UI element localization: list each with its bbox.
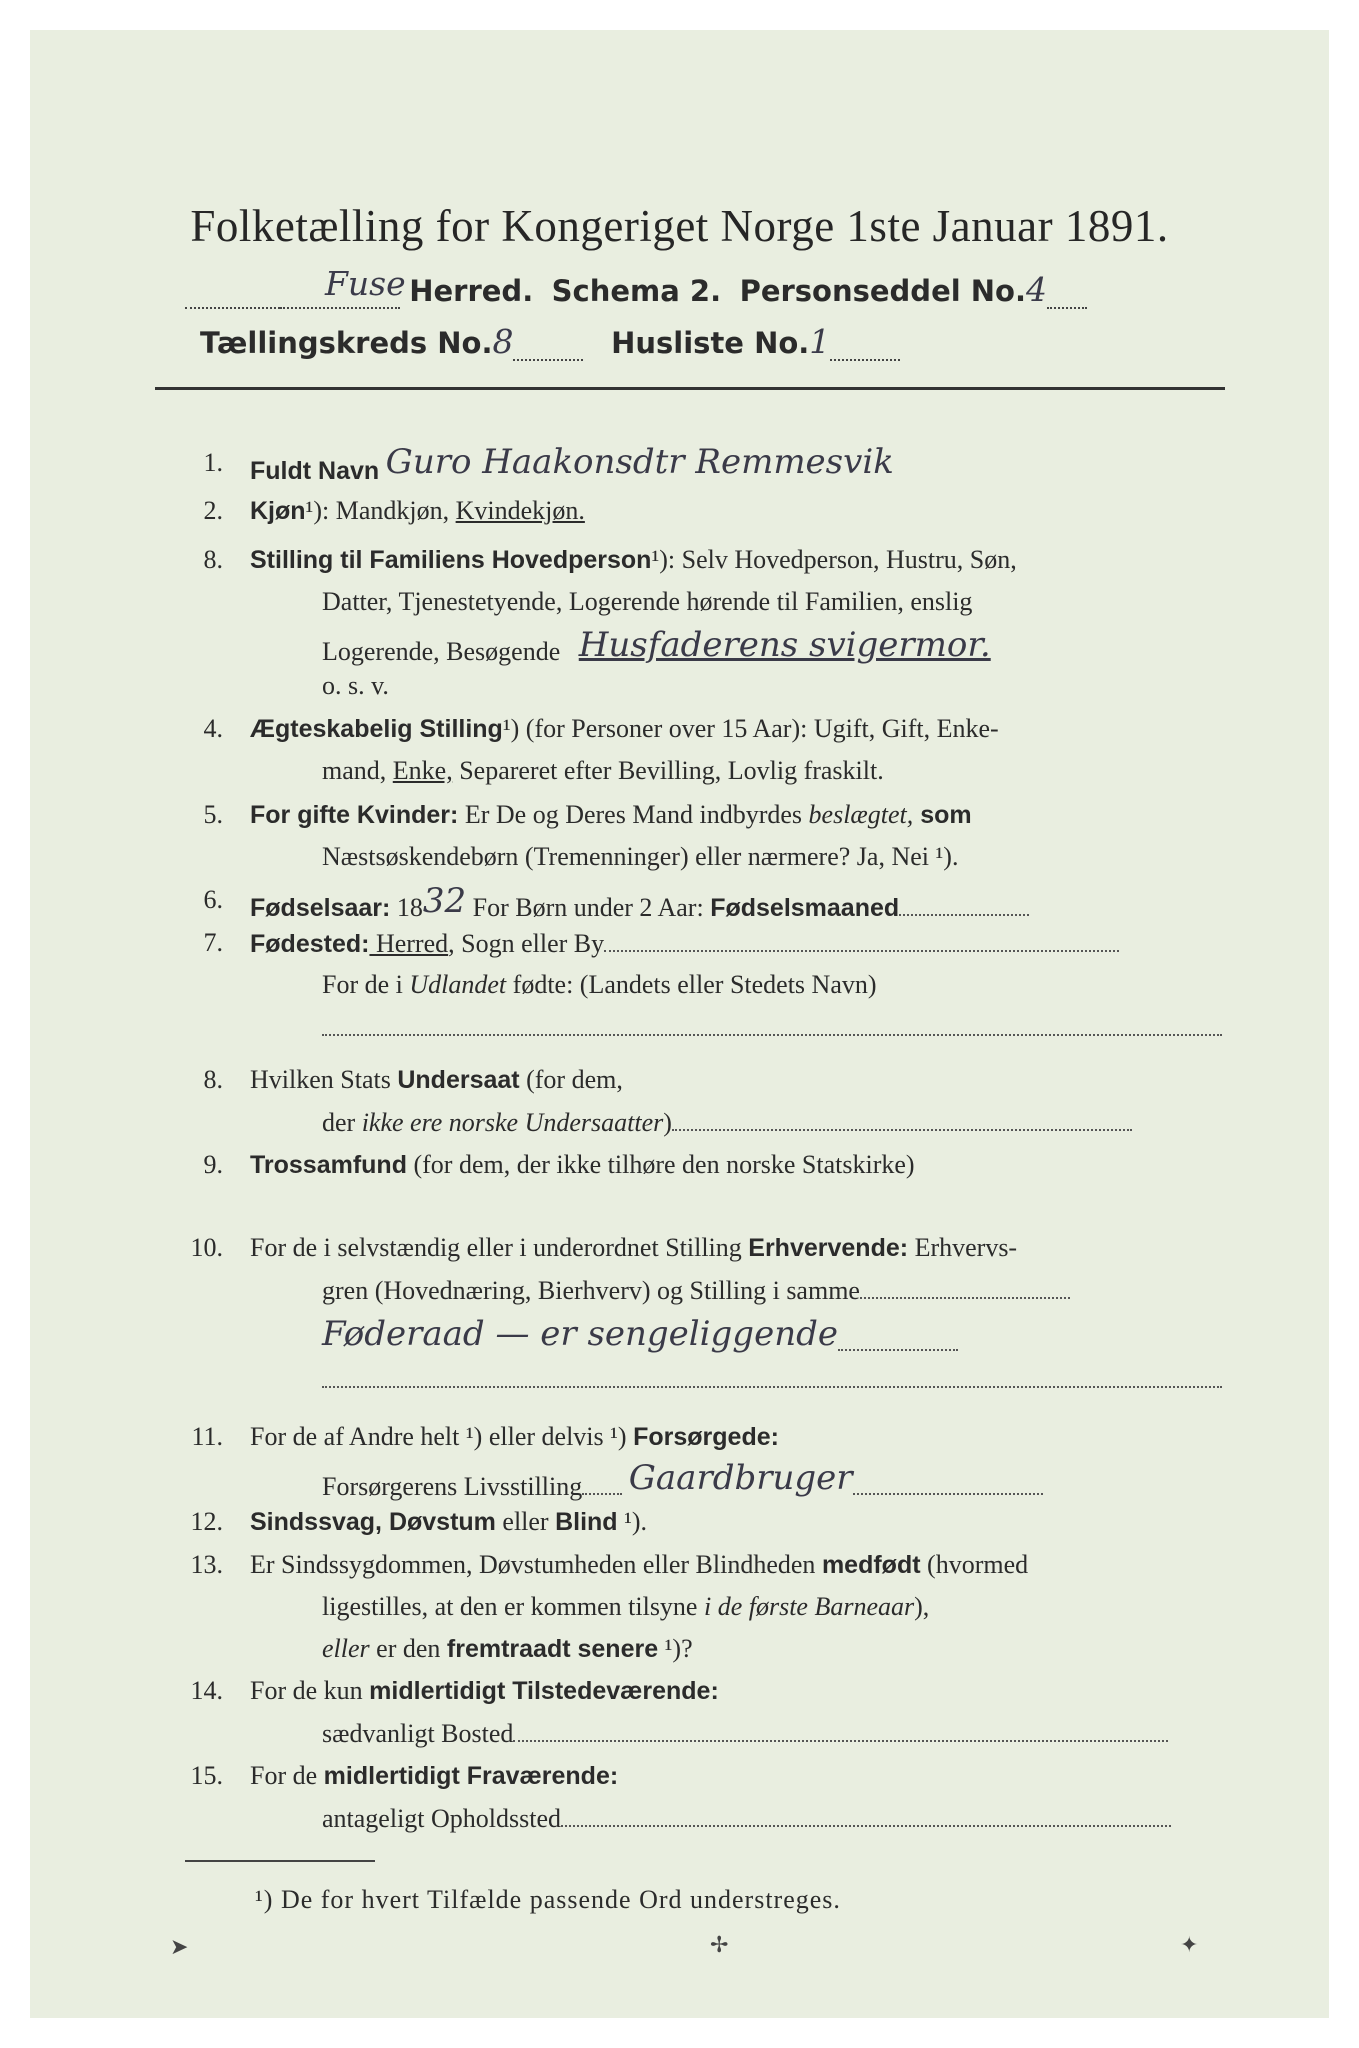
personseddel-label: Personseddel No. (739, 274, 1026, 308)
header-line-herred (185, 264, 1220, 310)
item-2: Kjøn¹): Mandkjøn, Kvindekjøn. (250, 496, 585, 525)
husliste-value: 1 (809, 322, 831, 361)
registration-mark-icon: ✢ (710, 1933, 729, 1958)
item-number: 5. (203, 800, 223, 829)
item-5-line2: Næstsøskendebørn (Tremenninger) eller nærmere? Ja, Nei ¹). (322, 842, 959, 871)
item-14-line1: For de kun midlertidigt Tilstedeværende: (250, 1676, 719, 1705)
item-9: Trossamfund (for dem, der ikke tilhøre den norske Statskirke) (250, 1150, 915, 1179)
item-3-line4: o. s. v. (322, 671, 389, 700)
item-number: 11. (191, 1422, 223, 1451)
position-value: Husfaderens svigermor. (578, 625, 991, 665)
item-number: 7. (203, 928, 223, 957)
item-7-line1: Fødested: Herred, Sogn eller By (250, 928, 1119, 959)
personseddel-value: 4 (1025, 270, 1047, 309)
form-title: Folketælling for Kongeriget Norge 1ste Januar 1891. (190, 201, 1169, 251)
item-8-line1: Hvilken Stats Undersaat (for dem, (250, 1065, 623, 1094)
item-11-line2: Forsørgerens Livsstilling Gaardbruger (322, 1464, 1043, 1504)
header-divider (155, 387, 1225, 390)
item-number: 8. (203, 545, 223, 574)
item-11-line1: For de af Andre helt ¹) eller delvis ¹) Forsørgede: (250, 1422, 779, 1451)
footnote-divider (185, 1860, 375, 1862)
header-line-kreds (200, 322, 1235, 362)
item-number: 8. (203, 1065, 223, 1094)
item-10-line3 (322, 1314, 958, 1360)
item-13-line3: eller er den fremtraadt senere ¹)? (322, 1634, 693, 1663)
name-value: Guro Haakonsdtr Remmesvik (385, 442, 894, 482)
item-3-line2: Datter, Tjenestetyende, Logerende hørende til Familien, enslig (322, 587, 973, 616)
item-6: Fødselsaar: 1832 For Børn under 2 Aar: Fødselsmaaned (250, 885, 1029, 925)
schema-label: Schema 2. (551, 274, 722, 308)
registration-mark-icon: ➤ (170, 1935, 189, 1960)
item-10-fill-line (322, 1364, 1222, 1395)
item-15-line1: For de midlertidigt Fraværende: (250, 1761, 619, 1790)
husliste-label: Husliste No. (611, 326, 810, 360)
item-10-line2: gren (Hovednæring, Bierhverv) og Stilling i samme (322, 1275, 1070, 1306)
item-number: 9. (203, 1150, 223, 1179)
item-8-line2: der ikke ere norske Undersaatter) (322, 1107, 1132, 1138)
item-number: 1. (203, 448, 223, 477)
item-7-fill-line (322, 1012, 1222, 1043)
footnote: ¹) De for hvert Tilfælde passende Ord understreges. (255, 1885, 841, 1914)
item-number: 2. (203, 496, 223, 525)
census-form-page (30, 30, 1329, 2018)
herred-label: Herred. (409, 274, 534, 308)
item-13-line2: ligestilles, at den er kommen tilsyne i de første Barneaar), (322, 1592, 930, 1621)
birth-year-value: 32 (422, 881, 467, 921)
item-4-line1: Ægteskabelig Stilling¹) (for Personer over 15 Aar): Ugift, Gift, Enke- (250, 714, 999, 743)
item-13-line1: Er Sindssygdommen, Døvstumheden eller Blindheden medfødt (hvormed (250, 1550, 1029, 1579)
item-5-line1: For gifte Kvinder: Er De og Deres Mand indbyrdes beslægtet, som (250, 800, 972, 829)
item-1: Fuldt Navn Guro Haakonsdtr Remmesvik (250, 442, 894, 485)
occupation-value: Føderaad — er sengeliggende (322, 1314, 838, 1354)
item-14-line2: sædvanligt Bosted (322, 1718, 1168, 1749)
item-15-line2: antageligt Opholdssted (322, 1803, 1171, 1834)
herred-value: Fuse (325, 264, 406, 303)
kreds-value: 8 (492, 322, 514, 361)
item-number: 15. (190, 1761, 223, 1790)
item-number: 13. (190, 1550, 223, 1579)
item-10-line1: For de i selvstændig eller i underordnet Stilling Erhvervende: Erhvervs- (250, 1233, 1018, 1262)
item-4-line2: mand, Enke, Separeret efter Bevilling, Lovlig fraskilt. (322, 756, 884, 785)
item-number: 10. (190, 1233, 223, 1262)
item-3-line1: Stilling til Familiens Hovedperson¹): Selv Hovedperson, Hustru, Søn, (250, 545, 1017, 574)
kreds-label: Tællingskreds No. (200, 326, 493, 360)
item-7-line2: For de i Udlandet fødte: (Landets eller Stedets Navn) (322, 970, 877, 999)
item-number: 12. (190, 1507, 223, 1536)
provider-occupation-value: Gaardbruger (628, 1458, 853, 1498)
item-12: Sindssvag, Døvstum eller Blind ¹). (250, 1507, 648, 1536)
item-number: 6. (203, 885, 223, 914)
item-3-line3: Logerende, Besøgende Husfaderens svigermor. (322, 625, 991, 666)
registration-mark-icon: ✦ (1180, 1933, 1199, 1958)
item-number: 4. (203, 714, 223, 743)
item-number: 14. (190, 1676, 223, 1705)
